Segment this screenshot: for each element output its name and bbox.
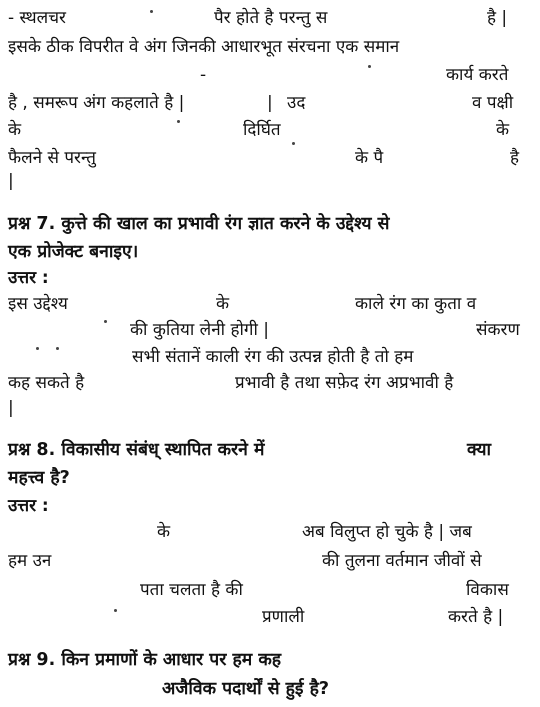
text-line bbox=[0, 396, 540, 426]
text-line bbox=[0, 118, 540, 148]
text-fragment: दिर्घित bbox=[243, 120, 281, 140]
question-heading bbox=[0, 466, 540, 496]
text-fragment: पता चलता है की bbox=[140, 580, 243, 600]
faded-mark bbox=[36, 347, 39, 350]
text-line bbox=[0, 35, 540, 65]
text-line bbox=[0, 169, 540, 199]
text-fragment: की तुलना वर्तमान जीवों से bbox=[322, 551, 482, 571]
text-fragment: व पक्षी bbox=[472, 93, 514, 113]
text-fragment: के bbox=[216, 294, 230, 314]
question-text: प्रश्न 9. किन प्रमाणों के आधार पर हम कह bbox=[8, 650, 282, 670]
faded-mark bbox=[104, 320, 107, 323]
faded-mark bbox=[56, 347, 59, 350]
text-fragment: के bbox=[157, 522, 171, 542]
text-fragment: है bbox=[510, 148, 520, 168]
text-line bbox=[0, 318, 540, 348]
text-line bbox=[0, 605, 540, 635]
text-fragment: | bbox=[8, 171, 14, 191]
faded-mark bbox=[177, 120, 180, 123]
text-fragment: प्रणाली bbox=[262, 607, 305, 627]
answer-label-text: उत्तर : bbox=[8, 268, 49, 288]
text-fragment: | bbox=[267, 93, 273, 113]
text-fragment: के पै bbox=[355, 148, 384, 168]
question-heading bbox=[0, 677, 540, 707]
text-fragment: सभी संतानें काली रंग की उत्पन्न होती है तो हम bbox=[132, 347, 414, 367]
text-fragment: कार्य करते bbox=[446, 65, 509, 85]
text-line bbox=[0, 520, 540, 550]
question-text: महत्त्व है? bbox=[8, 468, 70, 488]
faded-mark bbox=[292, 142, 295, 145]
text-fragment: - स्थलचर bbox=[8, 8, 66, 28]
text-fragment: है | bbox=[487, 8, 508, 28]
question-heading bbox=[0, 648, 540, 678]
text-line bbox=[0, 63, 540, 93]
question-text: एक प्रोजेक्ट बनाइए। bbox=[8, 242, 139, 262]
text-fragment: करते है | bbox=[448, 607, 504, 627]
text-fragment: फैलने से परन्तु bbox=[8, 148, 96, 168]
text-line bbox=[0, 549, 540, 579]
text-line bbox=[0, 91, 540, 121]
question-text: प्रश्न 8. विकासीय संबंध् स्थापित करने में bbox=[8, 440, 265, 460]
question-text: प्रश्न 7. कुत्ते की खाल का प्रभावी रंग ज्ञात करने के उद्देश्य से bbox=[8, 214, 390, 234]
text-fragment: हम उन bbox=[8, 551, 52, 571]
text-line bbox=[0, 578, 540, 608]
text-fragment: अब विलुप्त हो चुके है | जब bbox=[302, 522, 472, 542]
answer-label-text: उत्तर : bbox=[8, 496, 49, 516]
text-fragment: इस उद्देश्य bbox=[8, 294, 68, 314]
question-text: क्या bbox=[467, 440, 492, 460]
text-fragment: पैर होते है परन्तु स bbox=[214, 8, 328, 28]
text-fragment: उद bbox=[287, 93, 306, 113]
text-fragment: काले रंग का कुता व bbox=[355, 294, 477, 314]
text-fragment: इसके ठीक विपरीत वे अंग जिनकी आधारभूत संरचना एक समान bbox=[8, 37, 400, 57]
text-fragment: के bbox=[496, 120, 510, 140]
text-fragment: है , समरूप अंग कहलाते है | bbox=[8, 93, 185, 113]
question-text: अजैविक पदार्थों से हुई है? bbox=[162, 679, 330, 699]
text-fragment: विकास bbox=[466, 580, 509, 600]
question-heading bbox=[0, 212, 540, 242]
faded-mark bbox=[114, 609, 117, 612]
text-fragment: - bbox=[200, 65, 207, 85]
text-fragment: प्रभावी है तथा सफ़ेद रंग अप्रभावी है bbox=[235, 373, 454, 393]
text-fragment: के bbox=[8, 120, 22, 140]
text-fragment: संकरण bbox=[476, 320, 520, 340]
faded-mark bbox=[368, 65, 371, 68]
text-fragment: की कुतिया लेनी होगी | bbox=[130, 320, 269, 340]
question-heading bbox=[0, 438, 540, 468]
text-line bbox=[0, 6, 540, 36]
faded-mark bbox=[150, 10, 153, 13]
text-fragment: कह सकते है bbox=[8, 373, 85, 393]
text-fragment: | bbox=[8, 398, 14, 418]
